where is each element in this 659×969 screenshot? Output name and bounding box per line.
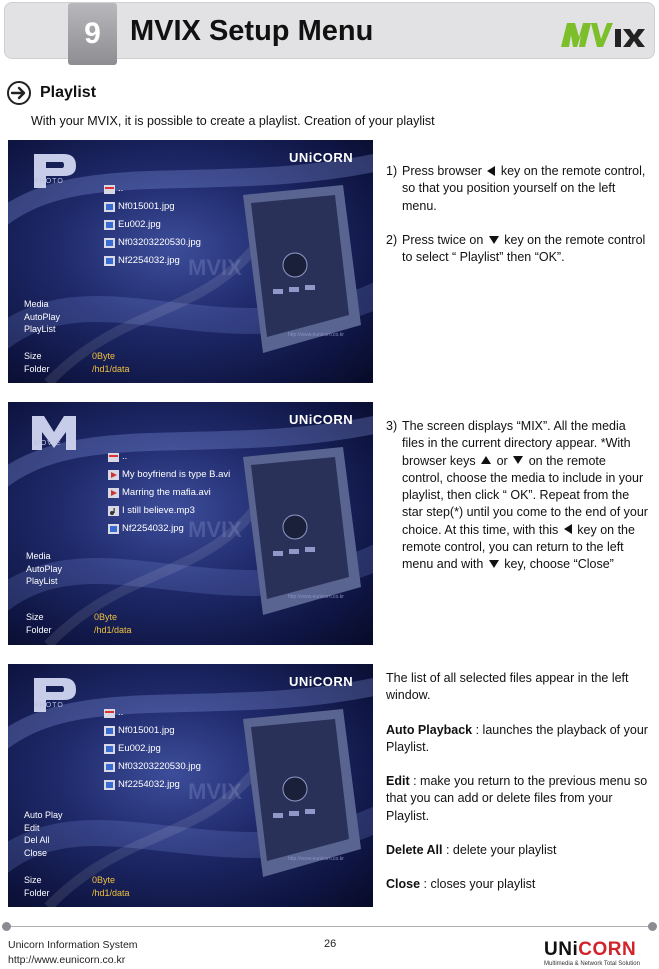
- image-file-icon: [104, 780, 115, 790]
- mvix-logo: [559, 17, 647, 53]
- menu-item-close[interactable]: Close: [24, 847, 48, 858]
- brand-label: UNiCORN: [289, 150, 354, 165]
- folder-up-icon: [104, 184, 115, 194]
- mvix-device-image: [223, 447, 363, 617]
- left-arrow-icon: [487, 166, 495, 176]
- folder-value: /hd1/data: [92, 887, 130, 898]
- step-text: key on the remote control to select “ Playlist” then “OK”.: [402, 232, 646, 265]
- mvix-watermark: MVIX: [188, 517, 242, 542]
- category-label: PHOTO: [34, 702, 64, 709]
- screenshot-photo-browser: [8, 140, 373, 383]
- menu-item-media[interactable]: Media: [24, 299, 49, 309]
- edit-paragraph: [386, 773, 651, 825]
- definition: : make you return to the previous menu so that you can add or delete files from your Playlist.: [386, 774, 648, 823]
- size-label: Size: [24, 351, 42, 361]
- term: Auto Playback: [386, 722, 473, 737]
- company-url[interactable]: http://www.eunicorn.co.kr: [8, 954, 126, 966]
- step-text: key on the remote control, so that you position yourself on the left menu.: [402, 164, 646, 213]
- screen-url: http://www.eunicorn.co.kr: [288, 856, 344, 862]
- file-item[interactable]: I still believe.mp3: [106, 502, 230, 520]
- step-text: Press browser: [402, 164, 482, 178]
- category-label: PHOTO: [34, 178, 64, 185]
- video-file-icon: [108, 470, 119, 480]
- screen-url: http://www.eunicorn.co.kr: [288, 332, 344, 338]
- footer-company: [8, 938, 138, 968]
- size-value: 0Byte: [92, 351, 116, 361]
- chapter-number: 9: [68, 3, 117, 65]
- step-number: 2): [386, 232, 398, 247]
- header-bar: [4, 2, 655, 59]
- size-label: Size: [24, 875, 42, 885]
- size-value: 0Byte: [94, 612, 118, 622]
- step-2: [386, 232, 651, 267]
- left-arrow-icon: [564, 524, 572, 534]
- folder-value: /hd1/data: [92, 363, 130, 374]
- term: Delete All: [386, 843, 443, 858]
- step-1: [386, 163, 651, 215]
- down-arrow-icon: [513, 456, 523, 464]
- down-arrow-icon: [489, 560, 499, 568]
- mvix-watermark: MVIX: [188, 779, 242, 804]
- down-arrow-icon: [489, 236, 499, 244]
- term: Edit: [386, 774, 410, 789]
- left-menu: [24, 809, 63, 859]
- size-value: 0Byte: [92, 875, 116, 885]
- image-file-icon: [104, 238, 115, 248]
- auto-playback-paragraph: [386, 722, 651, 757]
- left-menu: [26, 550, 62, 588]
- mvix-device-image: [223, 709, 363, 879]
- close-paragraph: [386, 876, 651, 893]
- footer-dot: [648, 922, 657, 931]
- left-menu: [24, 298, 60, 336]
- file-item[interactable]: Nf2254032.jpg: [102, 252, 201, 270]
- file-item[interactable]: ..: [106, 448, 230, 466]
- step-3-block: [386, 418, 648, 591]
- file-item[interactable]: Marring the mafia.avi: [106, 484, 230, 502]
- photo-p-icon: [30, 150, 78, 192]
- arrow-circle-icon: [6, 80, 32, 106]
- category-label: MOVIE: [34, 440, 62, 447]
- mvix-device-image: [223, 185, 363, 355]
- file-item[interactable]: Eu002.jpg: [102, 740, 201, 758]
- page-title: MVIX Setup Menu: [130, 15, 374, 47]
- image-file-icon: [104, 220, 115, 230]
- page-number: 26: [324, 938, 337, 950]
- step-number: 3): [386, 419, 398, 433]
- step-text: key, choose “Close”: [504, 557, 614, 572]
- file-item[interactable]: Nf2254032.jpg: [106, 520, 230, 538]
- screenshot-playlist-menu: [8, 664, 373, 907]
- file-item[interactable]: ..: [102, 180, 201, 198]
- folder-value: /hd1/data: [94, 624, 132, 635]
- step-3: [386, 418, 648, 574]
- file-info: [24, 874, 130, 899]
- menu-item-playlist[interactable]: PlayList: [26, 576, 58, 586]
- screenshot-mix-browser: [8, 402, 373, 645]
- image-file-icon: [108, 524, 119, 534]
- file-item[interactable]: Nf015001.jpg: [102, 198, 201, 216]
- file-list: [106, 448, 230, 538]
- file-item[interactable]: Nf015001.jpg: [102, 722, 201, 740]
- term: Close: [386, 877, 421, 892]
- file-list: [102, 180, 201, 270]
- file-item[interactable]: Nf03203220530.jpg: [102, 758, 201, 776]
- size-label: Size: [26, 612, 44, 622]
- section-title: Playlist: [40, 84, 97, 101]
- screen-url: http://www.eunicorn.co.kr: [288, 594, 344, 600]
- delete-all-paragraph: [386, 842, 651, 859]
- step-text: Press twice on: [402, 232, 484, 247]
- file-item[interactable]: ..: [102, 704, 201, 722]
- mvix-watermark: MVIX: [188, 255, 242, 280]
- step-text: key on the remote control, you can return to the left menu and with: [402, 522, 635, 572]
- brand-label: UNiCORN: [289, 674, 354, 689]
- steps-1-2: [386, 163, 651, 283]
- folder-label: Folder: [26, 624, 52, 635]
- folder-label: Folder: [24, 363, 50, 374]
- step-text: on the remote control, choose the media to include in your playlist, then click “ OK”. Repeat from the star step(*) until you come to the end of your choice. At this time, with this: [402, 453, 648, 537]
- folder-up-icon: [108, 452, 119, 462]
- music-file-icon: [108, 506, 119, 516]
- file-info: [26, 611, 132, 636]
- definition: : closes your playlist: [420, 877, 536, 892]
- menu-item-auto-play[interactable]: Auto Play: [24, 810, 63, 820]
- footer-tagline: Multimedia & Network Total Solution: [544, 961, 640, 967]
- file-item[interactable]: Eu002.jpg: [102, 216, 201, 234]
- file-item[interactable]: My boyfriend is type B.avi: [106, 466, 230, 484]
- menu-item-media[interactable]: Media: [26, 551, 51, 561]
- video-file-icon: [108, 488, 119, 498]
- footer-dot: [2, 922, 11, 931]
- list-paragraph: The list of all selected files appear in the left window.: [386, 671, 629, 703]
- step-text: The screen displays “MIX”. All the media files in the current directory appear. *With browser keys: [402, 419, 631, 468]
- file-info: [24, 350, 130, 375]
- up-arrow-icon: [481, 456, 491, 464]
- image-file-icon: [104, 256, 115, 266]
- image-file-icon: [104, 202, 115, 212]
- menu-item-playlist[interactable]: PlayList: [24, 324, 56, 334]
- folder-label: Folder: [24, 887, 50, 898]
- photo-p-icon: [30, 674, 78, 716]
- brand-label: UNiCORN: [289, 412, 354, 427]
- movie-m-icon: [30, 412, 78, 454]
- company-name: Unicorn Information System: [8, 939, 138, 951]
- file-list: [102, 704, 201, 794]
- step-text: or: [496, 453, 508, 468]
- playlist-description: [386, 670, 651, 911]
- footer-rule: [6, 926, 654, 927]
- step-number: 1): [386, 164, 398, 178]
- definition: : launches the playback of your Playlist.: [386, 722, 648, 754]
- intro-text: With your MVIX, it is possible to create a playlist. Creation of your playlist: [31, 114, 435, 128]
- menu-item-autoplay[interactable]: AutoPlay: [24, 311, 61, 322]
- unicorn-logo: UNiCORN: [544, 939, 637, 960]
- menu-item-del-all[interactable]: Del All: [24, 835, 50, 845]
- image-file-icon: [104, 726, 115, 736]
- image-file-icon: [104, 744, 115, 754]
- menu-item-edit[interactable]: Edit: [24, 822, 40, 833]
- file-item[interactable]: Nf03203220530.jpg: [102, 234, 201, 252]
- image-file-icon: [104, 762, 115, 772]
- definition: : delete your playlist: [442, 843, 557, 858]
- file-item[interactable]: Nf2254032.jpg: [102, 776, 201, 794]
- menu-item-autoplay[interactable]: AutoPlay: [26, 563, 63, 574]
- folder-up-icon: [104, 708, 115, 718]
